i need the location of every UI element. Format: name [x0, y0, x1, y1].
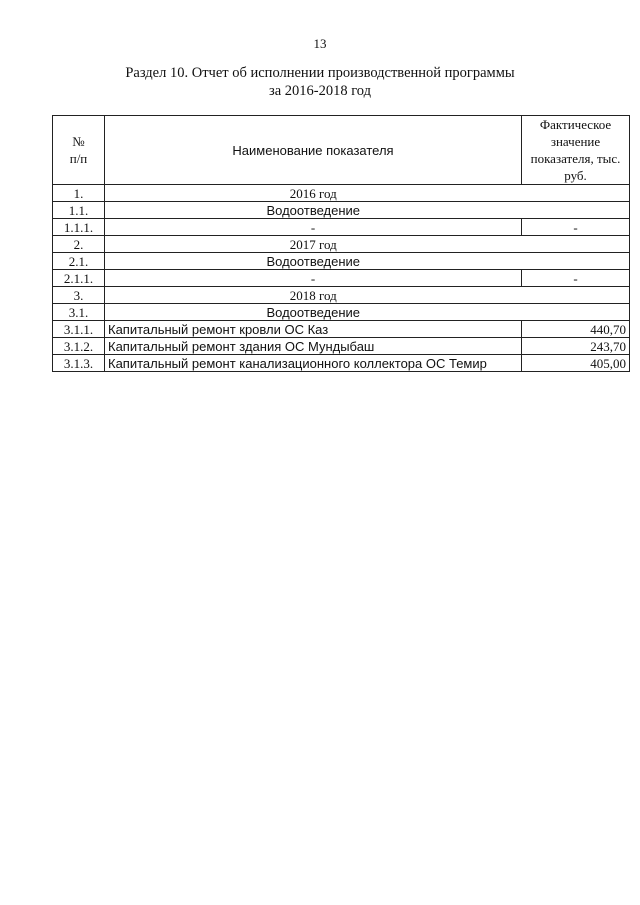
table-row-section	[53, 287, 630, 304]
row-section-title: Водоотведение	[105, 304, 522, 321]
header-value-cell: Фактическое значение показателя, тыс. руб.	[522, 116, 630, 185]
row-name: Капитальный ремонт канализационного коллектора ОС Темир	[105, 355, 522, 372]
row-number: 1.1.	[53, 202, 105, 219]
row-name: -	[105, 270, 522, 287]
header-number-cell	[53, 116, 105, 185]
table-row	[53, 219, 630, 236]
row-section-empty	[522, 185, 630, 202]
row-value: -	[522, 219, 630, 236]
table-row	[53, 338, 630, 355]
page-number: 13	[313, 36, 327, 51]
title-line-1: Раздел 10. Отчет об исполнении производственной программы	[125, 65, 515, 81]
row-section-title: 2016 год	[105, 185, 522, 202]
row-number: 3.1.	[53, 304, 105, 321]
row-section-title: Водоотведение	[105, 202, 522, 219]
header-name-cell: Наименование показателя	[105, 116, 522, 185]
row-value: -	[522, 270, 630, 287]
table-row	[53, 270, 630, 287]
title-line-2: за 2016-2018 год	[268, 83, 372, 99]
row-name: -	[105, 219, 522, 236]
row-number: 2.	[53, 236, 105, 253]
table-row-section	[53, 185, 630, 202]
table-row-section	[53, 236, 630, 253]
row-number: 3.1.1.	[53, 321, 105, 338]
table-header-row	[53, 116, 630, 185]
row-section-empty	[522, 304, 630, 321]
row-section-title: 2018 год	[105, 287, 522, 304]
row-number: 3.1.3.	[53, 355, 105, 372]
row-section-title: 2017 год	[105, 236, 522, 253]
row-section-empty	[522, 202, 630, 219]
table-row-section	[53, 202, 630, 219]
row-number: 3.	[53, 287, 105, 304]
header-number-sign: №	[72, 134, 85, 149]
row-section-empty	[522, 287, 630, 304]
row-section-empty	[522, 236, 630, 253]
row-value: 405,00	[522, 355, 630, 372]
row-number: 1.	[53, 185, 105, 202]
row-section-empty	[522, 253, 630, 270]
row-name: Капитальный ремонт кровли ОС Каз	[105, 321, 522, 338]
table-row	[53, 355, 630, 372]
table-row-section	[53, 253, 630, 270]
table-row-section	[53, 304, 630, 321]
row-name: Капитальный ремонт здания ОС Мундыбаш	[105, 338, 522, 355]
row-number: 2.1.	[53, 253, 105, 270]
header-number-pp: п/п	[69, 151, 88, 166]
row-section-title: Водоотведение	[105, 253, 522, 270]
document-title	[0, 64, 640, 100]
row-number: 3.1.2.	[53, 338, 105, 355]
row-number: 2.1.1.	[53, 270, 105, 287]
row-value: 440,70	[522, 321, 630, 338]
production-program-report-table	[52, 115, 630, 372]
row-value: 243,70	[522, 338, 630, 355]
row-number: 1.1.1.	[53, 219, 105, 236]
table-row	[53, 321, 630, 338]
